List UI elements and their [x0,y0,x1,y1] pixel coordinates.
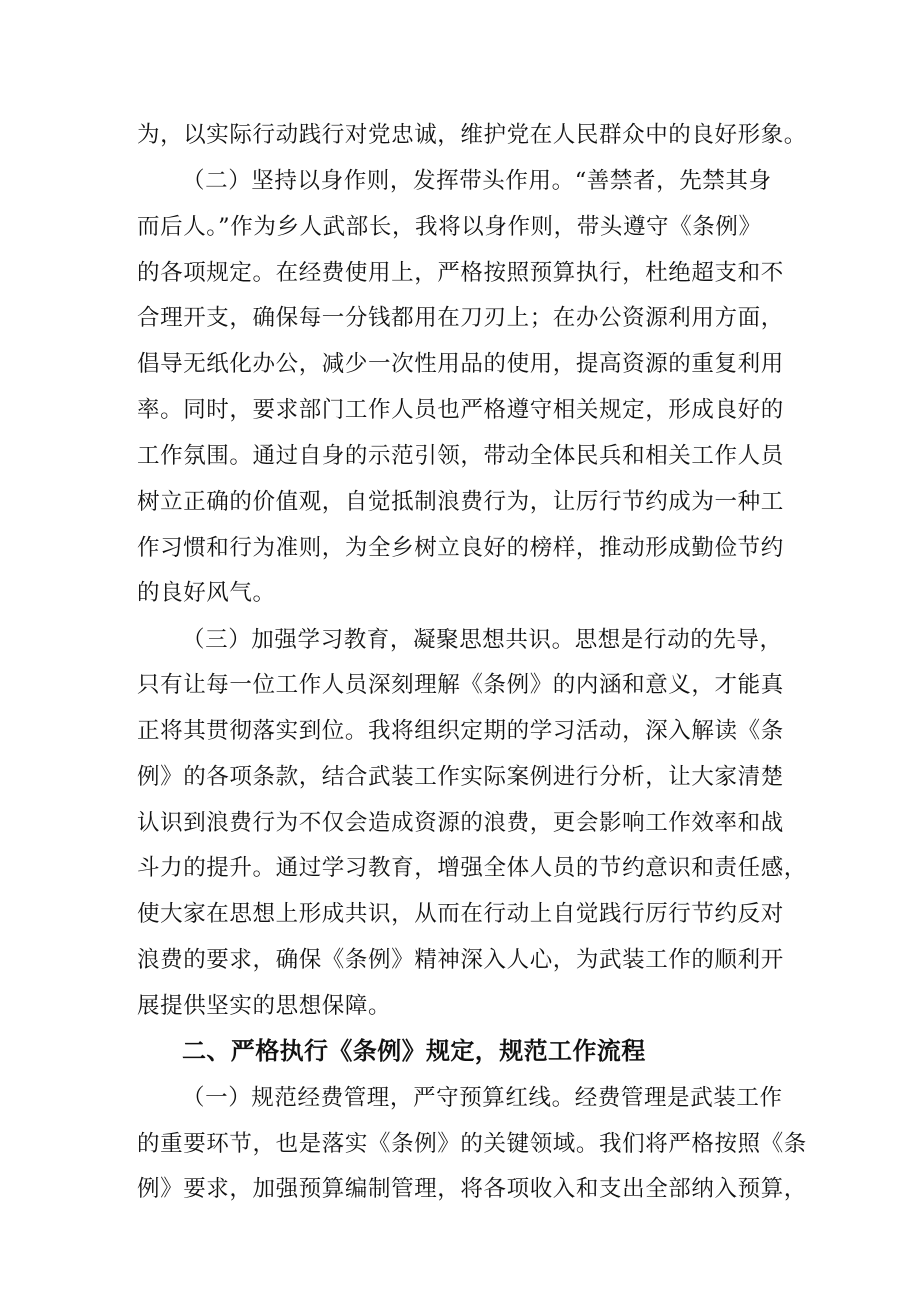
paragraph-line: 使大家在思想上形成共识，从而在行动上自觉践行厉行节约反对 [137,901,784,927]
paragraph-line: 斗力的提升。通过学习教育，增强全体人员的节约意识和责任感， [137,855,807,881]
paragraph-line: 只有让每一位工作人员深刻理解《条例》的内涵和意义，才能真 [137,672,784,698]
paragraph-line: 正将其贯彻落实到位。我将组织定期的学习活动，深入解读《条 [137,718,784,744]
paragraph-line: 的良好风气。 [137,580,276,606]
paragraph-line: 展提供坚实的思想保障。 [137,993,392,1019]
paragraph-line: 为，以实际行动践行对党忠诚，维护党在人民群众中的良好形象。 [137,122,807,148]
paragraph-line: （一）规范经费管理，严守预算红线。经费管理是武装工作 [182,1085,783,1111]
paragraph-line: 而后人。”作为乡人武部长，我将以身作则，带头遵守《条例》 [137,214,762,240]
paragraph-line: 例》的各项条款，结合武装工作实际案例进行分析，让大家清楚 [137,764,784,790]
paragraph-line: 的重要环节，也是落实《条例》的关键领域。我们将严格按照《条 [137,1131,807,1157]
paragraph-line: 合理开支，确保每一分钱都用在刀刃上；在办公资源利用方面， [137,305,784,331]
paragraph-line: 作习惯和行为准则，为全乡树立良好的榜样，推动形成勤俭节约 [137,535,784,561]
section-heading: 二、严格执行《条例》规定，规范工作流程 [182,1037,646,1065]
paragraph-line: 的各项规定。在经费使用上，严格按照预算执行，杜绝超支和不 [137,260,784,286]
paragraph-line: 认识到浪费行为不仅会造成资源的浪费，更会影响工作效率和战 [137,810,784,836]
paragraph-line: （三）加强学习教育，凝聚思想共识。思想是行动的先导， [182,627,783,653]
paragraph-line: 工作氛围。通过自身的示范引领，带动全体民兵和相关工作人员 [137,443,784,469]
paragraph-line: 例》要求，加强预算编制管理，将各项收入和支出全部纳入预算， [137,1176,807,1202]
paragraph-line: 浪费的要求，确保《条例》精神深入人心，为武装工作的顺利开 [137,947,784,973]
paragraph-line: 倡导无纸化办公，减少一次性用品的使用，提高资源的重复利用 [137,351,784,377]
paragraph-line: 树立正确的价值观，自觉抵制浪费行为，让厉行节约成为一种工 [137,489,784,515]
paragraph-line: 率。同时，要求部门工作人员也严格遵守相关规定，形成良好的 [137,397,784,423]
paragraph-line: （二）坚持以身作则，发挥带头作用。“善禁者，先禁其身 [182,168,772,194]
